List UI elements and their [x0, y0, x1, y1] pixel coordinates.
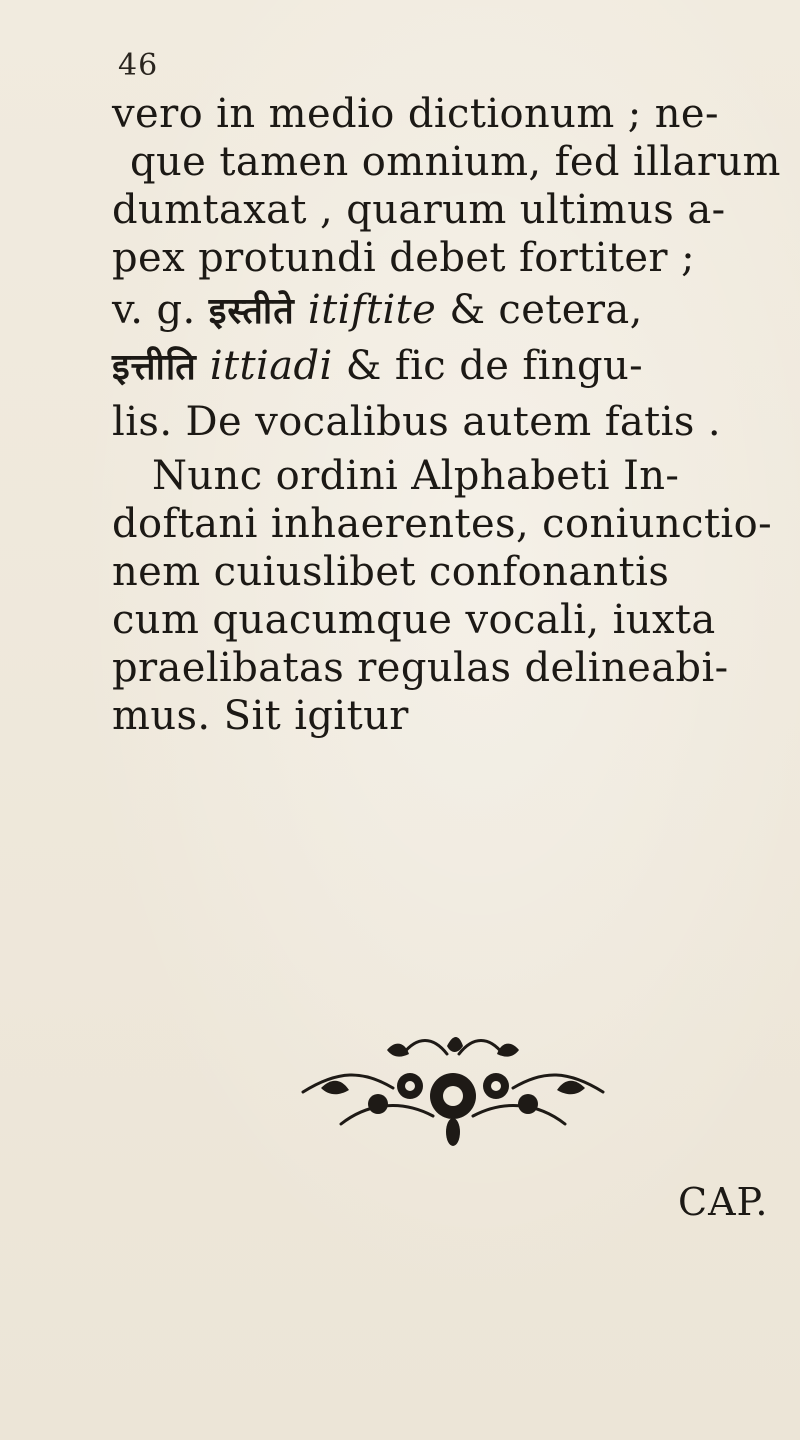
text-line-5: [112, 286, 643, 336]
devanagari-word-2: इत्तीति: [112, 347, 197, 388]
transliteration-1: itiftite: [307, 287, 437, 333]
text-line-7: lis. De vocalibus autem fatis .: [112, 399, 722, 445]
text-line-13: mus. Sit igitur: [112, 693, 409, 739]
text-line-12: praelibatas regulas delineabi-: [112, 645, 729, 691]
devanagari-word-1: इस्तीते: [208, 291, 295, 332]
example-prefix: v. g.: [112, 287, 196, 333]
catchword: CAP.: [678, 1180, 769, 1224]
text-line-8: Nunc ordini Alphabeti In-: [152, 453, 680, 499]
text-line-11: cum quacumque vocali, iuxta: [112, 597, 716, 643]
transliteration-2: ittiadi: [209, 343, 333, 389]
text-line-10: nem cuiuslibet confonantis: [112, 549, 670, 595]
text-line-3: dumtaxat , quarum ultimus a-: [112, 187, 726, 233]
text-line-4: pex protundi debet fortiter ;: [112, 235, 695, 281]
text-line-1: vero in medio dictionum ; ne-: [112, 91, 719, 137]
text-line-6: [112, 342, 643, 392]
line-6-suffix: & fic de fingu-: [345, 343, 644, 389]
page-number: 46: [118, 48, 159, 83]
floral-ornament-icon: [283, 1030, 623, 1150]
text-line-2: que tamen omnium, fed illarum: [130, 139, 781, 185]
line-5-suffix: & cetera,: [449, 287, 643, 333]
text-line-9: doftani inhaerentes, coniunctio-: [112, 501, 773, 547]
